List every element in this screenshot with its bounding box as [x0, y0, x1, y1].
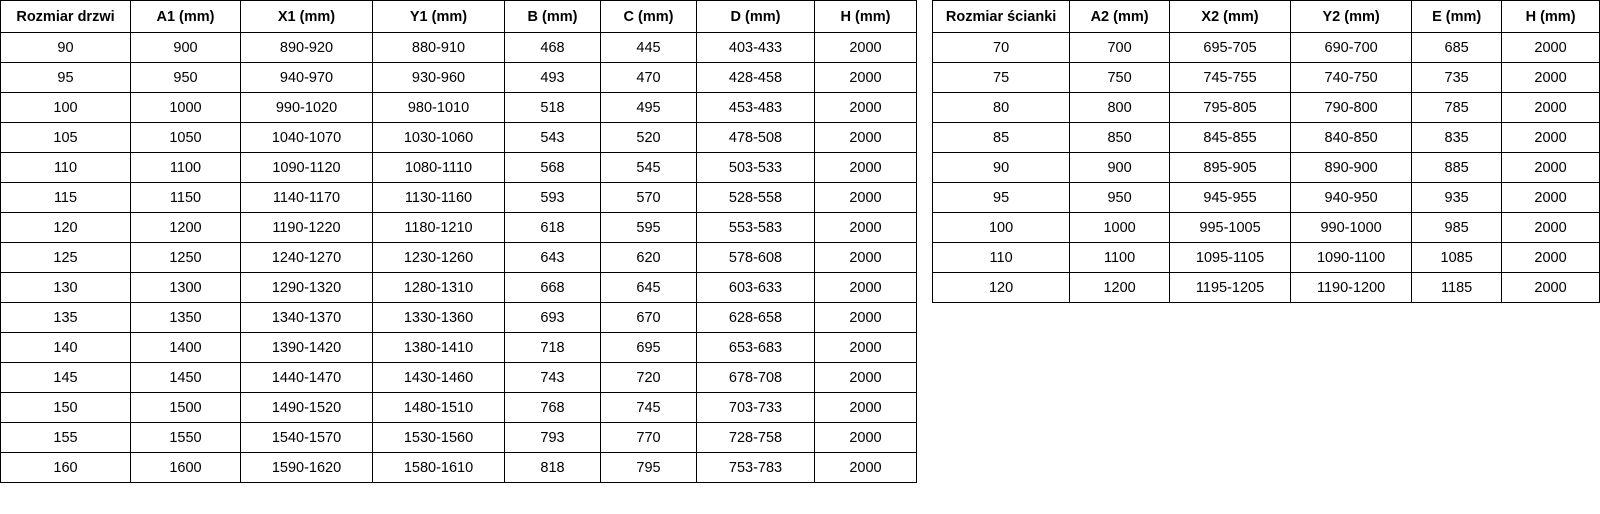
doors-cell: 2000 [815, 303, 917, 333]
doors-column-header: B (mm) [505, 1, 601, 33]
doors-cell: 1130-1160 [373, 183, 505, 213]
doors-cell: 130 [1, 273, 131, 303]
doors-cell: 593 [505, 183, 601, 213]
walls-cell: 2000 [1502, 123, 1600, 153]
table-header-row [1, 1, 917, 33]
doors-cell: 1100 [131, 153, 241, 183]
walls-cell: 945-955 [1170, 183, 1291, 213]
doors-cell: 1000 [131, 93, 241, 123]
doors-cell: 643 [505, 243, 601, 273]
walls-cell: 70 [933, 33, 1070, 63]
doors-cell: 2000 [815, 273, 917, 303]
walls-cell: 690-700 [1291, 33, 1412, 63]
table-row [933, 213, 1600, 243]
doors-cell: 670 [601, 303, 697, 333]
doors-cell: 2000 [815, 393, 917, 423]
doors-cell: 105 [1, 123, 131, 153]
doors-cell: 1180-1210 [373, 213, 505, 243]
doors-cell: 468 [505, 33, 601, 63]
doors-cell: 718 [505, 333, 601, 363]
walls-cell: 1200 [1070, 273, 1170, 303]
doors-cell: 115 [1, 183, 131, 213]
walls-cell: 1000 [1070, 213, 1170, 243]
walls-cell: 2000 [1502, 273, 1600, 303]
doors-cell: 1150 [131, 183, 241, 213]
walls-cell: 2000 [1502, 183, 1600, 213]
walls-column-header: X2 (mm) [1170, 1, 1291, 33]
table-row [1, 303, 917, 333]
doors-cell: 545 [601, 153, 697, 183]
walls-cell: 2000 [1502, 153, 1600, 183]
walls-cell: 2000 [1502, 93, 1600, 123]
walls-cell: 1190-1200 [1291, 273, 1412, 303]
doors-cell: 2000 [815, 213, 917, 243]
doors-cell: 1490-1520 [241, 393, 373, 423]
doors-column-header: Y1 (mm) [373, 1, 505, 33]
doors-cell: 728-758 [697, 423, 815, 453]
table-row [933, 243, 1600, 273]
doors-cell: 1350 [131, 303, 241, 333]
doors-cell: 493 [505, 63, 601, 93]
doors-cell: 553-583 [697, 213, 815, 243]
doors-cell: 793 [505, 423, 601, 453]
doors-cell: 2000 [815, 453, 917, 483]
doors-column-header: A1 (mm) [131, 1, 241, 33]
walls-column-header: A2 (mm) [1070, 1, 1170, 33]
walls-cell: 940-950 [1291, 183, 1412, 213]
walls-cell: 1085 [1412, 243, 1502, 273]
doors-cell: 428-458 [697, 63, 815, 93]
doors-cell: 603-633 [697, 273, 815, 303]
table-row [1, 363, 917, 393]
doors-cell: 1500 [131, 393, 241, 423]
table-row [1, 423, 917, 453]
doors-table-body [1, 33, 917, 483]
doors-cell: 1540-1570 [241, 423, 373, 453]
doors-cell: 900 [131, 33, 241, 63]
walls-dimensions-table [932, 0, 1600, 303]
doors-cell: 445 [601, 33, 697, 63]
doors-cell: 1030-1060 [373, 123, 505, 153]
doors-cell: 1450 [131, 363, 241, 393]
doors-cell: 880-910 [373, 33, 505, 63]
doors-cell: 753-783 [697, 453, 815, 483]
walls-cell: 850 [1070, 123, 1170, 153]
doors-cell: 1550 [131, 423, 241, 453]
table-header-row [933, 1, 1600, 33]
doors-cell: 930-960 [373, 63, 505, 93]
table-row [1, 183, 917, 213]
doors-cell: 100 [1, 93, 131, 123]
doors-column-header: X1 (mm) [241, 1, 373, 33]
doors-cell: 578-608 [697, 243, 815, 273]
walls-cell: 85 [933, 123, 1070, 153]
doors-cell: 1390-1420 [241, 333, 373, 363]
table-row [1, 393, 917, 423]
doors-cell: 950 [131, 63, 241, 93]
doors-cell: 110 [1, 153, 131, 183]
table-row [933, 33, 1600, 63]
doors-cell: 140 [1, 333, 131, 363]
doors-cell: 1230-1260 [373, 243, 505, 273]
table-row [933, 93, 1600, 123]
doors-cell: 453-483 [697, 93, 815, 123]
walls-cell: 750 [1070, 63, 1170, 93]
doors-cell: 95 [1, 63, 131, 93]
walls-cell: 2000 [1502, 213, 1600, 243]
doors-cell: 518 [505, 93, 601, 123]
doors-cell: 2000 [815, 243, 917, 273]
doors-cell: 890-920 [241, 33, 373, 63]
walls-cell: 990-1000 [1291, 213, 1412, 243]
table-row [1, 153, 917, 183]
table-row [1, 213, 917, 243]
doors-cell: 628-658 [697, 303, 815, 333]
doors-cell: 403-433 [697, 33, 815, 63]
doors-cell: 2000 [815, 33, 917, 63]
walls-cell: 790-800 [1291, 93, 1412, 123]
doors-cell: 693 [505, 303, 601, 333]
doors-cell: 1340-1370 [241, 303, 373, 333]
table-row [1, 333, 917, 363]
walls-cell: 90 [933, 153, 1070, 183]
doors-cell: 618 [505, 213, 601, 243]
walls-cell: 840-850 [1291, 123, 1412, 153]
doors-cell: 2000 [815, 423, 917, 453]
doors-cell: 120 [1, 213, 131, 243]
walls-cell: 785 [1412, 93, 1502, 123]
doors-cell: 653-683 [697, 333, 815, 363]
doors-cell: 1300 [131, 273, 241, 303]
doors-cell: 90 [1, 33, 131, 63]
doors-cell: 795 [601, 453, 697, 483]
doors-column-header: H (mm) [815, 1, 917, 33]
doors-cell: 1250 [131, 243, 241, 273]
walls-cell: 2000 [1502, 63, 1600, 93]
doors-cell: 568 [505, 153, 601, 183]
doors-cell: 125 [1, 243, 131, 273]
doors-cell: 1600 [131, 453, 241, 483]
walls-cell: 120 [933, 273, 1070, 303]
walls-cell: 700 [1070, 33, 1170, 63]
doors-table-head [1, 1, 917, 33]
walls-cell: 95 [933, 183, 1070, 213]
doors-cell: 160 [1, 453, 131, 483]
doors-cell: 595 [601, 213, 697, 243]
doors-cell: 1240-1270 [241, 243, 373, 273]
walls-cell: 890-900 [1291, 153, 1412, 183]
walls-cell: 110 [933, 243, 1070, 273]
doors-cell: 503-533 [697, 153, 815, 183]
doors-cell: 470 [601, 63, 697, 93]
doors-cell: 570 [601, 183, 697, 213]
doors-cell: 720 [601, 363, 697, 393]
walls-cell: 895-905 [1170, 153, 1291, 183]
doors-cell: 818 [505, 453, 601, 483]
walls-cell: 100 [933, 213, 1070, 243]
doors-cell: 2000 [815, 363, 917, 393]
doors-cell: 478-508 [697, 123, 815, 153]
doors-cell: 2000 [815, 183, 917, 213]
doors-cell: 1430-1460 [373, 363, 505, 393]
walls-cell: 835 [1412, 123, 1502, 153]
doors-cell: 703-733 [697, 393, 815, 423]
doors-cell: 678-708 [697, 363, 815, 393]
doors-column-header: C (mm) [601, 1, 697, 33]
doors-cell: 668 [505, 273, 601, 303]
doors-cell: 1200 [131, 213, 241, 243]
doors-cell: 2000 [815, 93, 917, 123]
doors-cell: 145 [1, 363, 131, 393]
doors-cell: 1190-1220 [241, 213, 373, 243]
doors-cell: 770 [601, 423, 697, 453]
walls-cell: 685 [1412, 33, 1502, 63]
doors-cell: 155 [1, 423, 131, 453]
doors-cell: 1530-1560 [373, 423, 505, 453]
doors-cell: 2000 [815, 123, 917, 153]
table-row [933, 273, 1600, 303]
walls-cell: 740-750 [1291, 63, 1412, 93]
doors-cell: 150 [1, 393, 131, 423]
walls-cell: 885 [1412, 153, 1502, 183]
doors-cell: 1080-1110 [373, 153, 505, 183]
walls-cell: 1100 [1070, 243, 1170, 273]
walls-cell: 900 [1070, 153, 1170, 183]
table-row [1, 453, 917, 483]
doors-column-header: Rozmiar drzwi [1, 1, 131, 33]
walls-cell: 935 [1412, 183, 1502, 213]
table-row [933, 63, 1600, 93]
walls-cell: 1195-1205 [1170, 273, 1291, 303]
table-row [1, 243, 917, 273]
doors-cell: 543 [505, 123, 601, 153]
table-row [1, 273, 917, 303]
doors-cell: 620 [601, 243, 697, 273]
walls-cell: 1090-1100 [1291, 243, 1412, 273]
walls-column-header: E (mm) [1412, 1, 1502, 33]
table-row [933, 183, 1600, 213]
doors-cell: 2000 [815, 333, 917, 363]
walls-cell: 2000 [1502, 33, 1600, 63]
doors-cell: 1480-1510 [373, 393, 505, 423]
walls-cell: 695-705 [1170, 33, 1291, 63]
walls-cell: 2000 [1502, 243, 1600, 273]
walls-cell: 735 [1412, 63, 1502, 93]
doors-cell: 768 [505, 393, 601, 423]
doors-cell: 990-1020 [241, 93, 373, 123]
doors-cell: 1280-1310 [373, 273, 505, 303]
doors-cell: 1140-1170 [241, 183, 373, 213]
walls-cell: 1185 [1412, 273, 1502, 303]
doors-cell: 940-970 [241, 63, 373, 93]
doors-cell: 1580-1610 [373, 453, 505, 483]
doors-cell: 2000 [815, 153, 917, 183]
doors-cell: 645 [601, 273, 697, 303]
doors-cell: 1090-1120 [241, 153, 373, 183]
walls-cell: 1095-1105 [1170, 243, 1291, 273]
doors-cell: 1050 [131, 123, 241, 153]
doors-cell: 495 [601, 93, 697, 123]
doors-column-header: D (mm) [697, 1, 815, 33]
walls-column-header: Y2 (mm) [1291, 1, 1412, 33]
walls-column-header: Rozmiar ścianki [933, 1, 1070, 33]
walls-cell: 800 [1070, 93, 1170, 123]
walls-cell: 745-755 [1170, 63, 1291, 93]
table-row [1, 123, 917, 153]
walls-dimensions-table-container [932, 0, 1600, 303]
walls-table-head [933, 1, 1600, 33]
table-row [1, 63, 917, 93]
table-row [1, 33, 917, 63]
doors-cell: 695 [601, 333, 697, 363]
doors-cell: 1290-1320 [241, 273, 373, 303]
doors-cell: 1400 [131, 333, 241, 363]
table-row [933, 123, 1600, 153]
walls-cell: 80 [933, 93, 1070, 123]
doors-cell: 528-558 [697, 183, 815, 213]
walls-cell: 795-805 [1170, 93, 1291, 123]
doors-cell: 1040-1070 [241, 123, 373, 153]
doors-cell: 980-1010 [373, 93, 505, 123]
table-row [1, 93, 917, 123]
doors-cell: 1380-1410 [373, 333, 505, 363]
walls-cell: 950 [1070, 183, 1170, 213]
walls-cell: 75 [933, 63, 1070, 93]
walls-cell: 985 [1412, 213, 1502, 243]
doors-cell: 135 [1, 303, 131, 333]
doors-cell: 520 [601, 123, 697, 153]
doors-cell: 743 [505, 363, 601, 393]
walls-cell: 845-855 [1170, 123, 1291, 153]
doors-cell: 1330-1360 [373, 303, 505, 333]
walls-column-header: H (mm) [1502, 1, 1600, 33]
doors-cell: 1440-1470 [241, 363, 373, 393]
table-row [933, 153, 1600, 183]
doors-cell: 745 [601, 393, 697, 423]
walls-table-body [933, 33, 1600, 303]
doors-cell: 2000 [815, 63, 917, 93]
doors-cell: 1590-1620 [241, 453, 373, 483]
walls-cell: 995-1005 [1170, 213, 1291, 243]
